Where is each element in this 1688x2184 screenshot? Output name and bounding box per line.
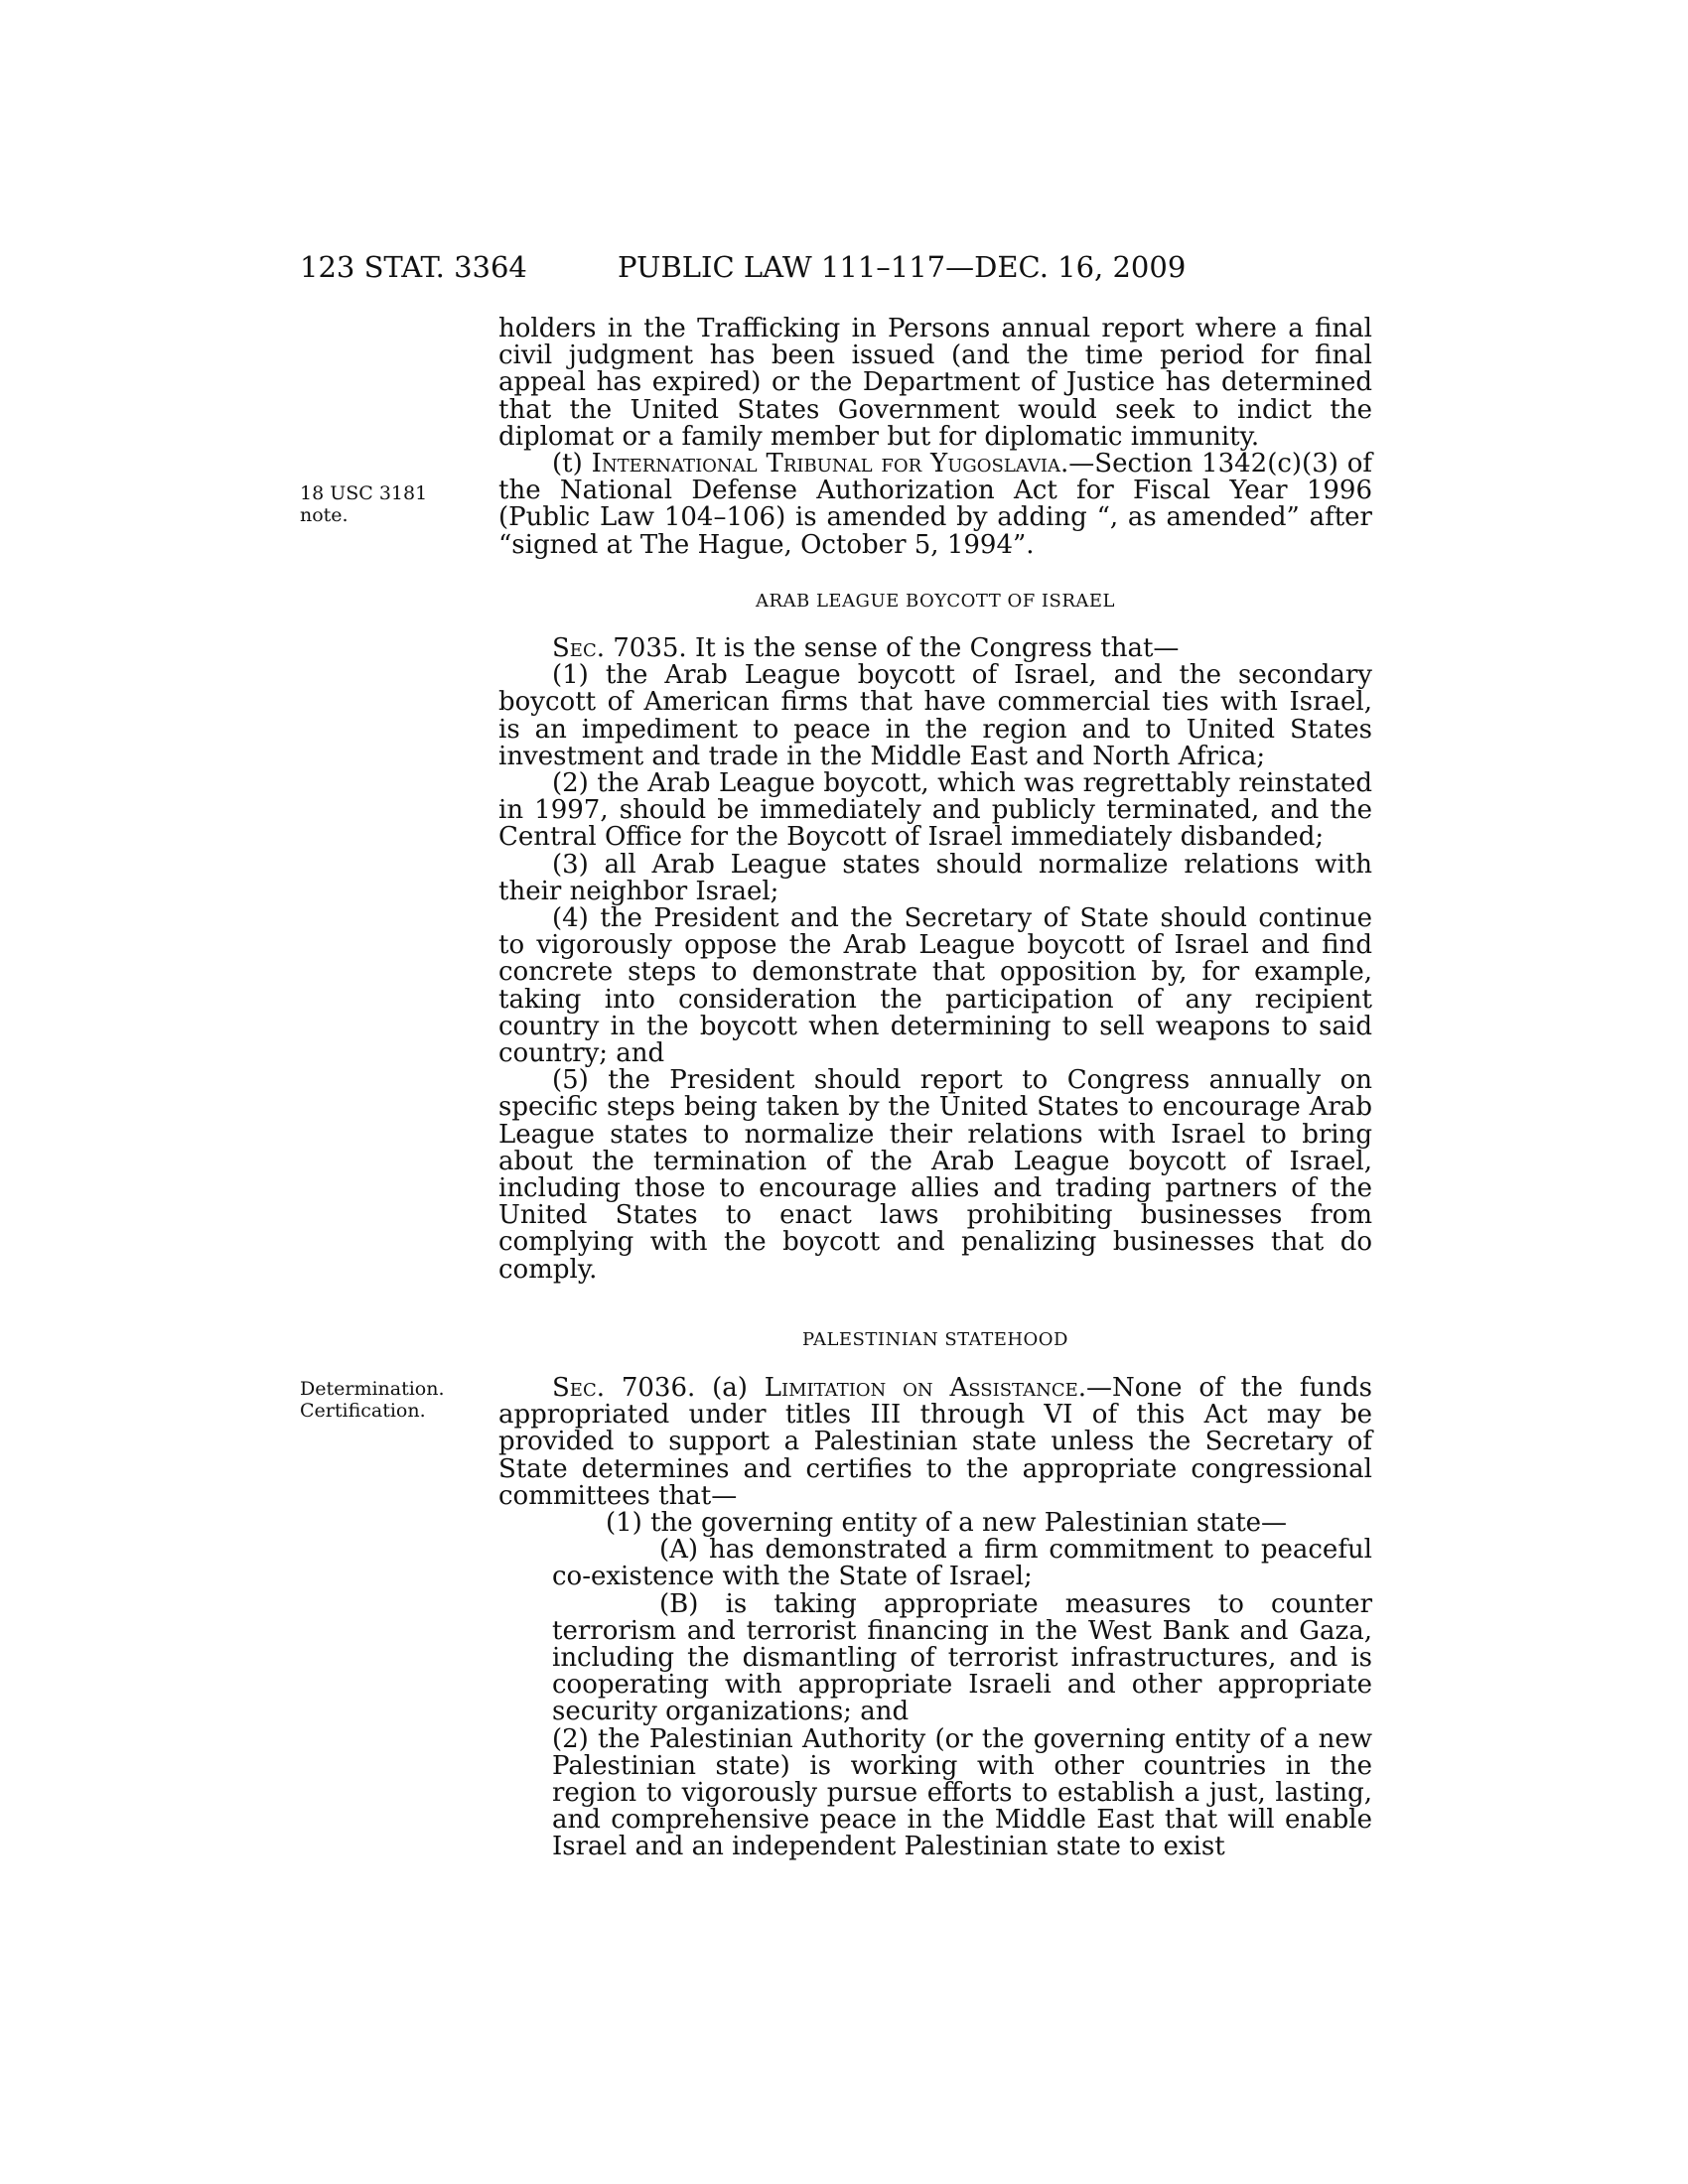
sec-7035-intro-text: . 7035. It is the sense of the Congress that— — [596, 633, 1180, 663]
sec-7036-item-B: (B) is taking appropriate measures to counter terrorism and terrorist financing in the West Bank and Gaza, including the dismantling of terrorist infrastructures, and is cooperating with appropriate Israeli and other appropriate security organizations; and — [552, 1588, 1372, 1727]
sec-7035-item-1: (1) the Arab League boycott of Israel, and the secondary boycott of American firms that have commercial ties with Israel, is an impediment to peace in the region and to United States investment and trade in the Middle East and North Africa; — [498, 660, 1372, 771]
subsection-t-label: (t) — [552, 449, 592, 479]
sec-7036-a-text: —None of the funds appropriated under titles III through VI of this Act may be provided to support a Palestinian state unless the Secretary of State determines and certifies to the appropriate congressional committees that— — [498, 1373, 1372, 1511]
running-header — [300, 247, 1372, 287]
sec-7035-item-3: (3) all Arab League states should normalize relations with their neighbor Israel; — [498, 849, 1372, 906]
opening-block — [498, 316, 1372, 559]
sec-7036-block — [498, 1375, 1372, 1861]
sec-7036-number: . 7036. (a) — [596, 1373, 765, 1403]
margin-note-usc-line1: 18 USC 3181 — [300, 482, 428, 504]
margin-note-usc — [300, 482, 474, 526]
sec-7035-item-4: (4) the President and the Secretary of State should continue to vigorously oppose the Arab League boycott of Israel and find concrete steps to demonstrate that opposition by, for example, taking into consideration the participation of any recipient country in the boycott when determining to sell weapons to said country; and — [498, 903, 1372, 1069]
sec-7036-label: Sec — [552, 1373, 597, 1403]
subsection-t — [498, 451, 1372, 559]
sec-7035-item-2: (2) the Arab League boycott, which was regrettably reinstated in 1997, should be immediately and publicly terminated, and the Central Office for the Boycott of Israel immediately disbanded; — [498, 768, 1372, 853]
section-heading-arab-league: ARAB LEAGUE BOYCOTT OF ISRAEL — [755, 591, 1116, 612]
sec-7036-item-2: (2) the Palestinian Authority (or the governing entity of a new Palestinian state) is working with other countries in the region to vigorously pursue efforts to establish a just, lasting, and comprehensive peace in the Middle East that will enable Israel and an independent Palestinian state to exist — [552, 1723, 1372, 1862]
sec-7036-item-A: (A) has demonstrated a firm commitment to peaceful co-existence with the State of Israel; — [552, 1535, 1372, 1592]
subsection-t-heading: International Tribunal for Yugoslavia. — [591, 449, 1069, 479]
sec-7036-a — [498, 1375, 1372, 1510]
sec-7035-block — [498, 635, 1372, 1284]
margin-note-usc-line2: note. — [300, 504, 349, 526]
subsection-t-text: —Section 1342(c)(3) of the National Defense Authorization Act for Fiscal Year 1996 (Public Law 104–106) is amended by adding “, as amended” after “signed at The Hague, October 5, 1994”. — [498, 449, 1372, 560]
law-title: PUBLIC LAW 111–117—DEC. 16, 2009 — [618, 250, 1187, 284]
margin-note-det-line2: Certification. — [300, 1400, 426, 1422]
sec-7035-intro — [498, 635, 1372, 662]
sec-7035-label: Sec — [552, 633, 597, 663]
continuation-paragraph: holders in the Trafficking in Persons annual report where a final civil judgment has been issued (and the time period for final appeal has expired) or the Department of Justice has determined that the United States Government would seek to indict the diplomat or a family member but for diplomatic immunity. — [498, 314, 1372, 452]
sec-7036-item-1: (1) the governing entity of a new Palestinian state— — [606, 1508, 1288, 1539]
sec-7036-a-heading: Limitation on Assistance. — [764, 1373, 1086, 1403]
margin-note-determination — [300, 1378, 474, 1422]
margin-note-det-line1: Determination. — [300, 1378, 445, 1400]
section-heading-palestinian: PALESTINIAN STATEHOOD — [802, 1329, 1068, 1350]
sec-7035-item-5: (5) the President should report to Congress annually on specific steps being taken by the United States to encourage Arab League states to normalize their relations with Israel to bring about the termination of the Arab League boycott of Israel, including those to encourage allies and trading partners of the United States to enact laws prohibiting businesses from complying with the boycott and penalizing businesses that do comply. — [498, 1065, 1372, 1285]
stat-reference: 123 STAT. 3364 — [300, 250, 527, 284]
